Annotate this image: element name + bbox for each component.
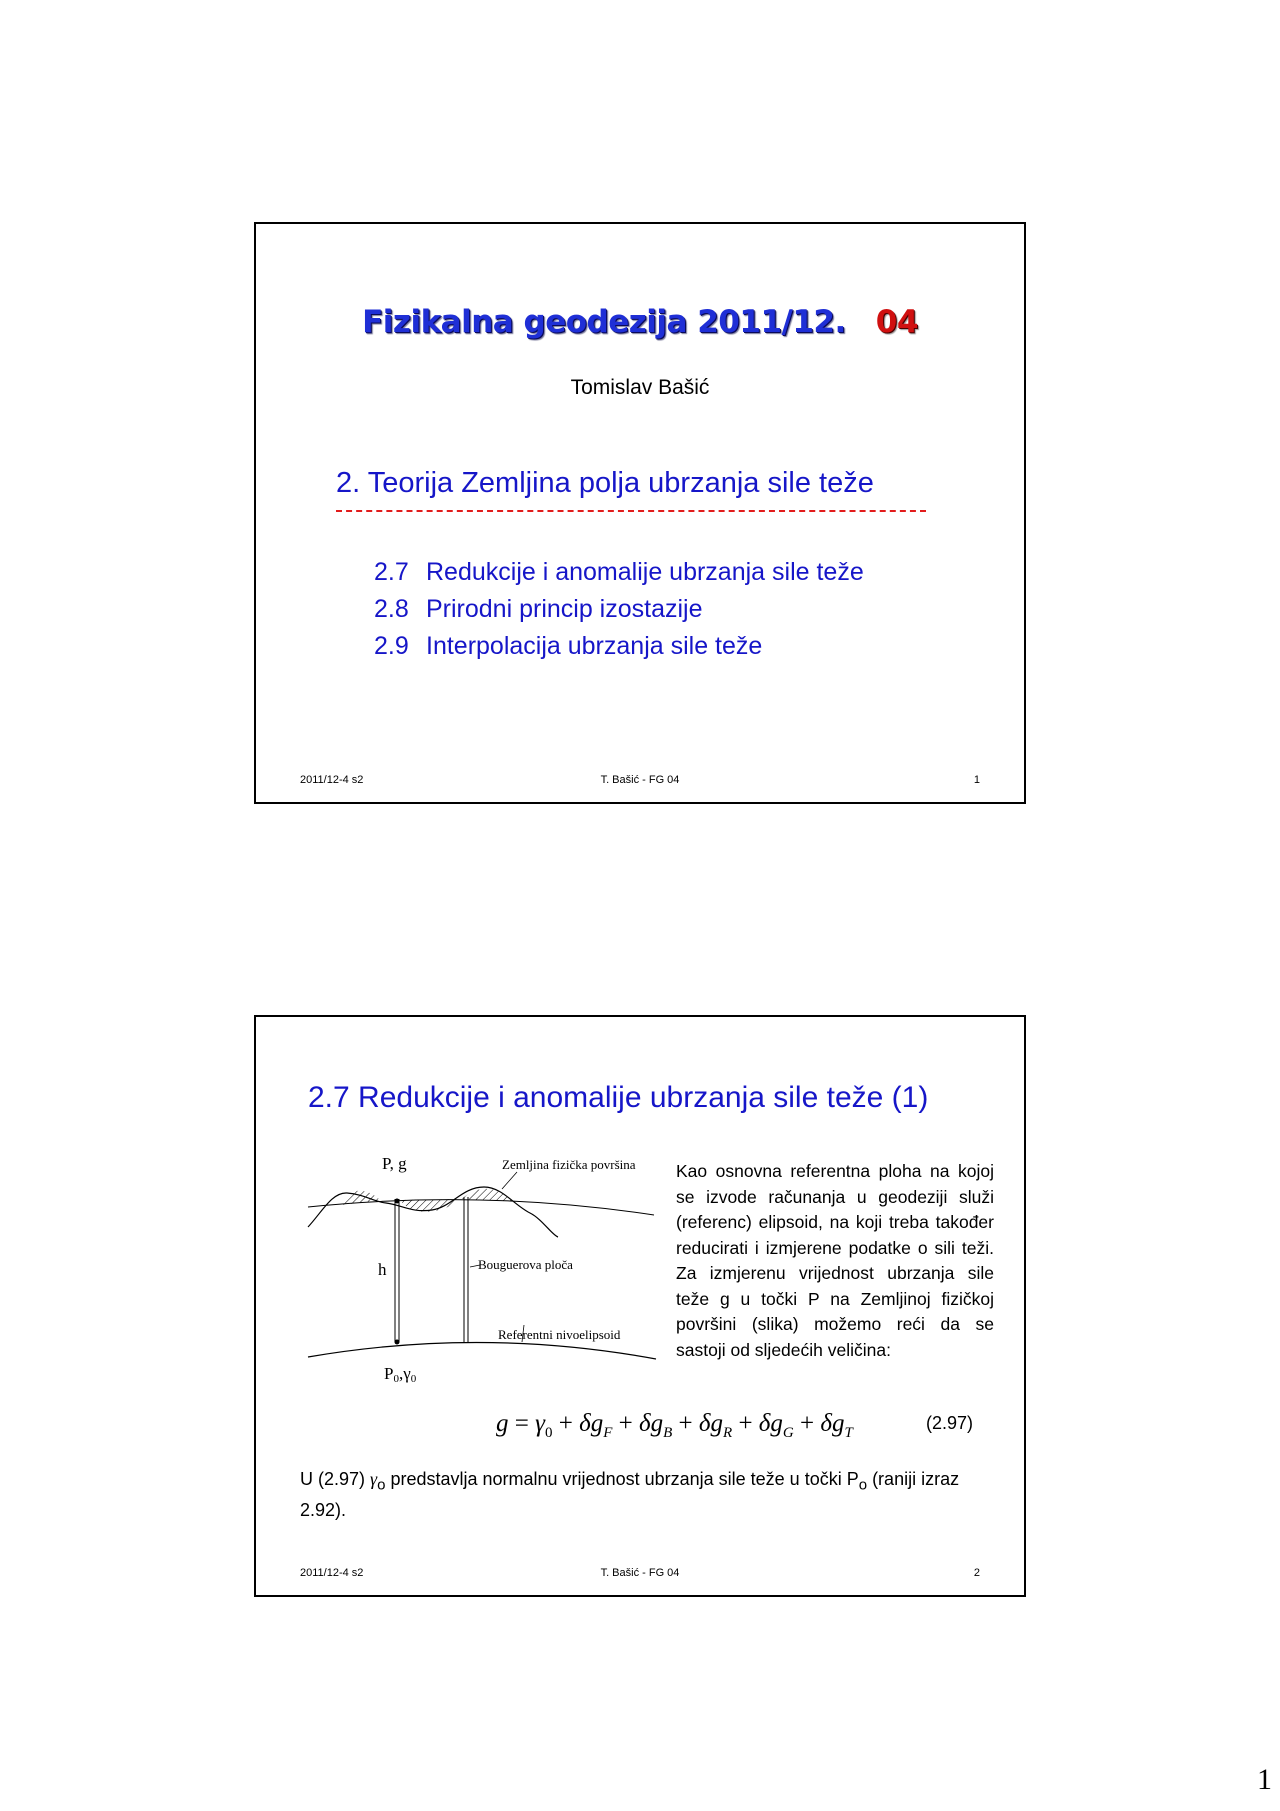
topography-line xyxy=(308,1187,558,1237)
formula-sub: B xyxy=(663,1425,673,1441)
footer-author: T. Bašić - FG 04 xyxy=(600,774,680,786)
label-physical-surface: Zemljina fizička površina xyxy=(502,1157,636,1172)
formula-op: + xyxy=(793,1410,821,1437)
section-text: Interpolacija ubrzanja sile teže xyxy=(426,632,763,660)
formula-sub: T xyxy=(844,1425,853,1441)
footer-date: 2011/12-4 s2 xyxy=(300,1567,364,1579)
section-number: 2.9 xyxy=(374,632,409,660)
formula-term: δg xyxy=(638,1410,664,1437)
note-gamma: γ xyxy=(370,1469,378,1489)
section-item xyxy=(374,591,864,628)
note-text: (raniji izraz 2.92). xyxy=(300,1469,960,1520)
section-text: Redukcije i anomalije ubrzanja sile teže xyxy=(426,558,864,586)
label-height: h xyxy=(378,1260,387,1279)
author: Tomislav Bašić xyxy=(570,376,710,399)
section-list xyxy=(374,554,864,665)
section-item xyxy=(374,554,864,591)
formula-op: + xyxy=(612,1410,639,1437)
note-text: predstavlja normalnu vrijednost ubrzanja sile teže u točki P xyxy=(385,1469,859,1489)
chapter-heading: 2. Teorija Zemljina polja ubrzanja sile teže xyxy=(336,467,874,499)
note-gamma-sub: o xyxy=(377,1476,386,1494)
formula-equals: = xyxy=(508,1410,536,1437)
formula-gamma: γ xyxy=(535,1410,545,1437)
course-title: Fizikalna geodezija 2011/12. xyxy=(362,304,846,340)
equation-number: (2.97) xyxy=(926,1413,974,1433)
footer-date: 2011/12-4 s2 xyxy=(300,774,364,786)
formula-sub: G xyxy=(782,1425,794,1441)
lecture-number: 04 xyxy=(875,304,918,340)
formula-lhs: g xyxy=(496,1410,509,1437)
slide-footer xyxy=(300,1567,980,1581)
gravity-formula xyxy=(496,1410,853,1442)
point-p0-marker xyxy=(395,1340,400,1345)
formula-op: + xyxy=(732,1410,759,1437)
footer-slide-number: 1 xyxy=(973,774,980,786)
section-item xyxy=(374,628,864,665)
reference-ellipsoid-line xyxy=(308,1342,656,1359)
formula-sub: R xyxy=(723,1425,733,1441)
label-reference-ellipsoid: Referentni nivoelipsoid xyxy=(498,1327,621,1342)
footer-slide-number: 2 xyxy=(973,1567,980,1579)
formula-op: + xyxy=(672,1410,699,1437)
label-bouguer-plate: Bouguerova ploča xyxy=(478,1257,573,1272)
formula-term: δg xyxy=(758,1410,783,1437)
dashed-divider xyxy=(336,510,926,512)
formula-note xyxy=(300,1467,994,1523)
label-point-p0: P0,γ0 xyxy=(384,1364,417,1385)
slide-2 xyxy=(254,1015,1026,1597)
point-p-marker xyxy=(395,1199,400,1204)
formula-gamma-sub: 0 xyxy=(544,1425,553,1441)
label-point-p: P, g xyxy=(382,1154,407,1173)
slide-1 xyxy=(254,222,1026,804)
slide-footer xyxy=(300,774,980,788)
formula-sub: F xyxy=(603,1425,613,1441)
formula-term: δg xyxy=(820,1410,845,1437)
formula-term: δg xyxy=(579,1410,604,1437)
intro-paragraph: Kao osnovna referentna ploha na kojoj se izvode računanja u geodeziji služi (referenc) elipsoid, na koji treba također reducirati i izmjerene podatke o sili teži. Za izmjerenu vrijednost ubrzanja sile teže g u točki P na Zemljinoj fizičkoj površini (slika) možemo reći da se sastoji od sljedećih veličina: xyxy=(676,1161,994,1360)
section-number: 2.8 xyxy=(374,595,409,623)
formula-op: + xyxy=(552,1410,580,1437)
formula-term: δg xyxy=(698,1410,724,1437)
footer-author: T. Bašić - FG 04 xyxy=(600,1567,680,1579)
note-text: U (2.97) xyxy=(300,1469,371,1489)
note-p-sub: o xyxy=(858,1476,868,1494)
slide-title: 2.7 Redukcije i anomalije ubrzanja sile teže (1) xyxy=(308,1081,929,1114)
slide-title xyxy=(256,304,1024,340)
section-text: Prirodni princip izostazije xyxy=(426,595,703,623)
section-number: 2.7 xyxy=(374,558,409,586)
bouguer-plate-figure xyxy=(302,1147,662,1397)
page-number: 1 xyxy=(1257,1763,1272,1796)
